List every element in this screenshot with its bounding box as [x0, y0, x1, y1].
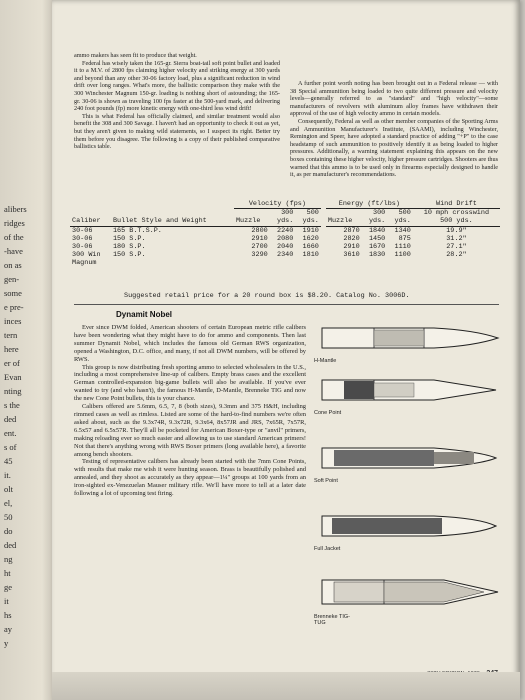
table-cell: 875	[398, 234, 411, 243]
table-cell: 150 S.P.	[112, 234, 146, 243]
energy-group-header: Energy (ft/lbs)	[326, 200, 413, 209]
text-column-left	[74, 52, 280, 151]
table-cell: 1620	[302, 234, 319, 243]
table-cell: 180 S.P.	[112, 243, 146, 252]
table-cell	[413, 259, 500, 267]
table-cell: 2870	[343, 226, 360, 235]
left-page-text-fragment: it	[4, 596, 9, 606]
left-page-text-fragment: nting	[4, 386, 22, 396]
left-page-text-fragment: 45	[4, 456, 13, 466]
table-cell: 1100	[394, 251, 411, 260]
column-header: 500	[306, 209, 319, 218]
column-header: 500 yds.	[413, 217, 500, 226]
table-cell	[326, 259, 362, 267]
text-column-right	[290, 80, 498, 179]
table-header-row	[70, 200, 500, 209]
table-cell: 1840	[368, 226, 386, 235]
bullet-brenneke-tig-tug-illustration	[314, 572, 504, 612]
column-header: 300	[281, 209, 294, 218]
paragraph: A further point worth noting has been brought out in a Federal release — with 38 Special ammunition being loaded to two quite different pressure and velocity levels—generally referred to as "standard" and "high velocity"—some manufacturers of revolvers with aluminum alloy frames have withdrawn their approval of the use of high velocity ammo in certain models.	[290, 80, 498, 118]
left-page-text-fragment: y	[4, 638, 9, 648]
table-cell: 2800	[251, 226, 268, 235]
table-row	[70, 259, 500, 267]
left-page-text-fragment: alibers	[4, 204, 27, 214]
left-page-text-fragment: here	[4, 344, 19, 354]
bullet-label: Brenneke TIG-TUG	[314, 614, 350, 627]
table-cell: 2700	[251, 243, 268, 252]
table-cell	[295, 259, 321, 267]
table-cell: 2820	[343, 234, 360, 243]
left-page-text-fragment: hs	[4, 610, 12, 620]
column-header: yds.	[270, 217, 296, 226]
left-page-text-fragment: el,	[4, 498, 13, 508]
left-page-text-fragment: tern	[4, 330, 18, 340]
left-page-text-fragment: er of	[4, 358, 20, 368]
paragraph: This group is now distributing fresh sporting ammo to selected wholesalers in the U.S., including a most comprehensive line-up of calibers. Empty brass cases and the excellent German controlled-expansion big-game bullets will also be available. If you've ever wanted to try (and who hasn't), the famous H-Mantle, D-Mantle, Brenneke TIG and now the new Cone Point bullets, this is your chance.	[74, 363, 306, 403]
velocity-group-header: Velocity (fps)	[234, 200, 321, 209]
wind-group-header: Wind Drift	[413, 200, 500, 209]
left-page-text-fragment: Evan	[4, 372, 22, 382]
table-cell: 30-06	[72, 226, 93, 235]
table-cell: 1810	[302, 251, 319, 260]
left-page-text-fragment: -have	[4, 246, 23, 256]
table-cell: 2040	[276, 243, 294, 252]
table-row	[70, 251, 500, 259]
table-cell: 2340	[276, 251, 294, 260]
table-cell: 19.9"	[446, 226, 467, 235]
table-cell: 2910	[343, 243, 360, 252]
table-cell: 28.2"	[446, 251, 467, 260]
table-cell: 1660	[302, 243, 319, 252]
left-page-text-fragment: ded	[4, 414, 17, 424]
left-page-text-fragment: some	[4, 288, 22, 298]
price-note: Suggested retail price for a 20 round box is $8.20. Catalog No. 3006D.	[124, 292, 410, 300]
paragraph: ammo makers has seen fit to produce that weight.	[74, 52, 197, 59]
column-header: yds.	[362, 217, 388, 226]
column-header: 300	[373, 209, 386, 218]
column-header: Muzzle	[326, 217, 362, 226]
section-title: Dynamit Nobel	[116, 310, 173, 319]
table-cell: 2240	[276, 226, 294, 235]
left-page-text-fragment: olt	[4, 484, 13, 494]
table-cell: 1670	[368, 243, 386, 252]
column-header: Muzzle	[234, 217, 270, 226]
left-page-text-fragment: ng	[4, 554, 13, 564]
left-page-text-fragment: it.	[4, 470, 11, 480]
left-page-text-fragment: e pre-	[4, 302, 24, 312]
left-page-text-fragment: ht	[4, 568, 11, 578]
paragraph: Calibers offered are 5.6mm, 6.5, 7, 8 (both sizes), 9.3mm and 375 H&H, including rimmed cases as well as rimless. Listed are some of the hard-to-find numbers we're often asked about, such as the 9.3x74R, 9.3x72R, 9.3x64, 8x57JR and JRS, 7x65R, 7x57R, 6.5x57 and 6.5x57R. They'll all be pocketed for American Boxer-type or "anvil" primers, making reloading ever so much easier and allowing us to use standard American primers! Not that there's anything wrong with RWS Boxer primers (long available here), a favorite among bench shooters.	[74, 403, 306, 458]
left-page-text-fragment: s the	[4, 400, 20, 410]
table-cell: 2910	[251, 234, 268, 243]
table-cell: Magnum	[72, 259, 97, 268]
table-cell: 30-06	[72, 243, 93, 252]
column-header: Caliber	[70, 217, 111, 226]
column-header: yds.	[295, 217, 321, 226]
table-cell	[111, 259, 234, 267]
table-header-row	[70, 209, 500, 218]
table-cell: 3610	[343, 251, 360, 260]
table-cell: 1110	[394, 243, 411, 252]
column-header: 500	[398, 209, 411, 218]
table-cell	[362, 259, 388, 267]
table-cell: 27.1"	[446, 243, 467, 252]
table-header-row	[70, 217, 500, 226]
left-page-text-fragment: on as	[4, 260, 22, 270]
paragraph: Consequently, Federal as well as other member companies of the Sporting Arms and Ammunition Manufacturer's Institute, (SAAMI), including Winchester, Remington and Speer, have adopted a standard practice of adding "+P" to the case headstamp of such ammunition to positively identify it as being loaded to higher pressures. Additionally, a warning statement explaining this appears on the new boxes containing these higher velocity, higher pressure cartridges. Shooters are thus warned that this ammo is to be used only in firearms especially designed to handle it, as per manufacturer's recommendations.	[290, 117, 498, 179]
left-page-text-fragment: 50	[4, 512, 13, 522]
left-page-text-fragment: inces	[4, 316, 22, 326]
bullet-label: Soft Point	[314, 478, 338, 484]
bullet-cone-point-illustration	[314, 370, 504, 410]
bullet-full-jacket-illustration	[314, 506, 504, 546]
table-cell: 165 B.T.S.P.	[112, 226, 162, 235]
bullet-label: Cone Point	[314, 410, 342, 416]
bullet-soft-point-illustration	[314, 438, 504, 478]
left-page-text-fragment: ent.	[4, 428, 17, 438]
table-cell: 2080	[276, 234, 294, 243]
bullet-label: H-Mantle	[314, 358, 337, 364]
left-page-text-fragment: s of	[4, 442, 17, 452]
table-cell	[270, 259, 296, 267]
bullet-label: Full Jacket	[314, 546, 341, 552]
column-header: Bullet Style and Weight	[111, 217, 234, 226]
bullet-h-mantle-illustration	[314, 318, 504, 358]
table-row	[70, 235, 500, 243]
left-page-text-fragment: ge	[4, 582, 13, 592]
book-page	[52, 0, 520, 700]
left-page-text-fragment: ay	[4, 624, 13, 634]
table-cell	[387, 259, 413, 267]
table-cell: 1340	[394, 226, 411, 235]
page-edge-shadow	[52, 672, 520, 700]
table-cell: 1830	[368, 251, 386, 260]
left-page-text-fragment: ded	[4, 540, 17, 550]
table-cell: 1910	[302, 226, 319, 235]
paragraph: This is what Federal has officially claimed, and similar treatment would also benefit the 308 and 300 Savage. I haven't had an opportunity to check it out as yet, but they aren't given to making wild statements, so I suspect its right. Better try them before you disagree. The following is a copy of their published comparative ballistics table.	[74, 112, 280, 151]
table-cell: 300 Win	[72, 251, 101, 260]
paragraph: Testing of representative calibers has already been started with the 7mm Cone Points, with results that make me wish it were hunting season. Brass is beautifully polished and annealed, and they shoot as accurately as they appear—1¼" groups at 100 yards from an iron-sighted ex-Venezuelan Mauser military rifle. We'll have more to tell at a later date following a lot of upcoming test firing.	[74, 458, 306, 498]
table-row	[70, 226, 500, 235]
section-divider	[74, 304, 499, 305]
left-page-text-fragment: do	[4, 526, 13, 536]
bullet-illustrations	[314, 318, 504, 678]
column-header: yds.	[387, 217, 413, 226]
table-cell: 150 S.P.	[112, 251, 146, 260]
left-page-text-fragment: ridges	[4, 218, 25, 228]
table-cell: 30-06	[72, 234, 93, 243]
left-page-text-fragment: of the	[4, 232, 24, 242]
ballistics-table	[70, 200, 500, 268]
paragraph: Ever since DWM folded, American shooters of certain European metric rifle calibers have been wondering what they might have to do for ammo and components. Then last summer Dynamit Nobel, which includes the famous old German RWS organization, opened a Washington, D.C. office, and many, if not all DWM numbers, will be offered by RWS.	[74, 324, 306, 363]
text-column-article	[74, 324, 306, 498]
paragraph: Federal has wisely taken the 165-gr. Sierra boat-tail soft point bullet and loaded it to a M.V. of 2800 fps claiming higher velocity and striking energy at 300 yards and beyond than any other 30-06 factory load, plus a significant reduction in wind drift over long ranges. What's more, the ballistic comparison they make with the 300 Winchester Magnum 150-gr. loading is nothing short of astounding; the 165-gr. 30-06 is shown as traveling 100 fps faster at the 500-yard mark, and delivering 240 foot pounds (fp) more kinetic energy with one-third less wind drift!	[74, 59, 280, 113]
table-cell: 3290	[251, 251, 268, 260]
column-header: 10 mph crosswind	[423, 209, 490, 218]
table-cell: 1450	[368, 234, 386, 243]
table-cell: 31.2"	[446, 234, 467, 243]
left-page-text-fragment: gen-	[4, 274, 20, 284]
left-page-edge	[0, 0, 60, 700]
table-row	[70, 243, 500, 251]
table-cell	[234, 259, 270, 267]
